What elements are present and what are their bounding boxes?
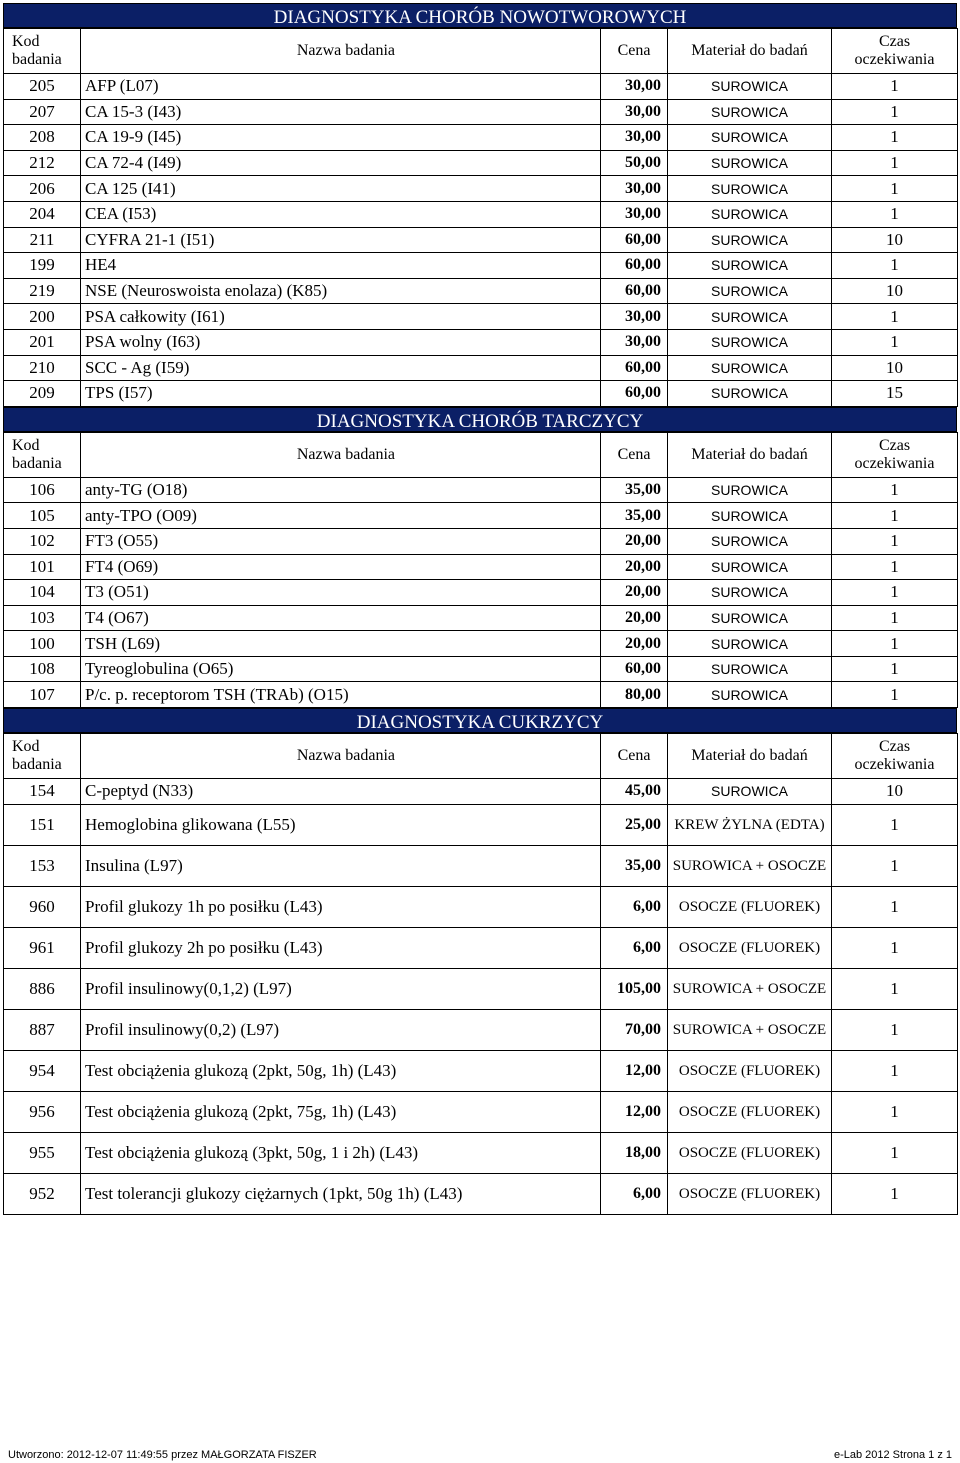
cell-cena: 6,00 (601, 886, 668, 927)
cell-kod: 201 (4, 329, 81, 355)
cell-czas: 1 (832, 125, 958, 151)
cell-material: SUROWICA (668, 176, 832, 202)
cell-kod: 887 (4, 1009, 81, 1050)
cell-material: SUROWICA (668, 580, 832, 606)
cell-czas: 1 (832, 968, 958, 1009)
header-material: Materiał do badań (668, 734, 832, 779)
cell-kod: 955 (4, 1132, 81, 1173)
table-row (4, 927, 958, 968)
cell-kod: 211 (4, 227, 81, 253)
cell-name: Insulina (L97) (81, 845, 601, 886)
table-row (4, 503, 958, 529)
cell-kod: 960 (4, 886, 81, 927)
table-row (4, 201, 958, 227)
table-body-diabetes-short (4, 779, 958, 805)
cell-czas: 1 (832, 605, 958, 631)
table-row (4, 176, 958, 202)
table-row (4, 1050, 958, 1091)
cell-kod: 102 (4, 528, 81, 554)
cell-kod: 956 (4, 1091, 81, 1132)
cell-cena: 20,00 (601, 528, 668, 554)
cell-name: CA 19-9 (I45) (81, 125, 601, 151)
cell-name: anty-TPO (O09) (81, 503, 601, 529)
cell-czas: 1 (832, 804, 958, 845)
cell-cena: 50,00 (601, 150, 668, 176)
cell-kod: 151 (4, 804, 81, 845)
cell-name: CYFRA 21-1 (I51) (81, 227, 601, 253)
cell-name: Test obciążenia glukozą (3pkt, 50g, 1 i 2h) (L43) (81, 1132, 601, 1173)
cell-czas: 1 (832, 150, 958, 176)
table-row (4, 580, 958, 606)
cell-kod: 207 (4, 99, 81, 125)
table-row (4, 779, 958, 805)
cell-czas: 1 (832, 253, 958, 279)
table-body-diabetes-tall (4, 804, 958, 1214)
page-footer (8, 1449, 952, 1461)
cell-czas: 1 (832, 580, 958, 606)
cell-name: CEA (I53) (81, 201, 601, 227)
cell-material: SUROWICA (668, 227, 832, 253)
cell-kod: 206 (4, 176, 81, 202)
cell-czas: 1 (832, 886, 958, 927)
cell-material: OSOCZE (FLUOREK) (668, 1091, 832, 1132)
cell-material: SUROWICA (668, 554, 832, 580)
cell-name: PSA całkowity (I61) (81, 304, 601, 330)
cell-kod: 104 (4, 580, 81, 606)
table-diabetes (3, 733, 958, 1215)
cell-czas: 1 (832, 1173, 958, 1214)
cell-material: SUROWICA (668, 253, 832, 279)
cell-cena: 12,00 (601, 1050, 668, 1091)
table-body-thyroid (4, 477, 958, 707)
cell-cena: 30,00 (601, 329, 668, 355)
cell-material: SUROWICA (668, 99, 832, 125)
header-material: Materiał do badań (668, 432, 832, 477)
cell-material: SUROWICA (668, 503, 832, 529)
cell-material: OSOCZE (FLUOREK) (668, 927, 832, 968)
header-cena: Cena (601, 432, 668, 477)
cell-kod: 952 (4, 1173, 81, 1214)
cell-material: SUROWICA + OSOCZE (668, 845, 832, 886)
cell-cena: 6,00 (601, 927, 668, 968)
cell-material: SUROWICA (668, 779, 832, 805)
cell-material: SUROWICA (668, 150, 832, 176)
cell-material: SUROWICA (668, 381, 832, 407)
table-row (4, 682, 958, 708)
cell-name: SCC - Ag (I59) (81, 355, 601, 381)
cell-cena: 30,00 (601, 176, 668, 202)
cell-name: T3 (O51) (81, 580, 601, 606)
cell-material: OSOCZE (FLUOREK) (668, 1132, 832, 1173)
cell-kod: 961 (4, 927, 81, 968)
header-czas: Czas oczekiwania (832, 734, 958, 779)
cell-material: SUROWICA + OSOCZE (668, 1009, 832, 1050)
cell-name: FT4 (O69) (81, 554, 601, 580)
table-row (4, 845, 958, 886)
table-row (4, 804, 958, 845)
cell-kod: 154 (4, 779, 81, 805)
cell-name: TSH (L69) (81, 631, 601, 657)
footer-page-info: e-Lab 2012 Strona 1 z 1 (833, 1449, 952, 1461)
cell-czas: 1 (832, 329, 958, 355)
cell-material: SUROWICA (668, 656, 832, 682)
cell-czas: 1 (832, 176, 958, 202)
cell-czas: 1 (832, 477, 958, 503)
cell-name: NSE (Neuroswoista enolaza) (K85) (81, 278, 601, 304)
cell-kod: 103 (4, 605, 81, 631)
cell-kod: 208 (4, 125, 81, 151)
cell-material: SUROWICA (668, 682, 832, 708)
cell-czas: 1 (832, 845, 958, 886)
cell-czas: 10 (832, 227, 958, 253)
table-cancer (3, 28, 958, 407)
table-row (4, 1173, 958, 1214)
cell-name: T4 (O67) (81, 605, 601, 631)
cell-kod: 107 (4, 682, 81, 708)
cell-cena: 12,00 (601, 1091, 668, 1132)
header-kod: Kod badania (4, 734, 81, 779)
cell-cena: 30,00 (601, 304, 668, 330)
cell-cena: 35,00 (601, 503, 668, 529)
cell-kod: 210 (4, 355, 81, 381)
cell-kod: 200 (4, 304, 81, 330)
cell-material: SUROWICA (668, 355, 832, 381)
table-row (4, 656, 958, 682)
table-header-row (4, 432, 958, 477)
table-row (4, 631, 958, 657)
cell-name: PSA wolny (I63) (81, 329, 601, 355)
header-kod: Kod badania (4, 29, 81, 74)
cell-name: TPS (I57) (81, 381, 601, 407)
cell-kod: 205 (4, 74, 81, 100)
table-thyroid (3, 432, 958, 708)
cell-cena: 60,00 (601, 656, 668, 682)
cell-name: Test obciążenia glukozą (2pkt, 50g, 1h) (L43) (81, 1050, 601, 1091)
cell-czas: 10 (832, 355, 958, 381)
cell-czas: 1 (832, 554, 958, 580)
cell-name: AFP (L07) (81, 74, 601, 100)
table-row (4, 227, 958, 253)
cell-czas: 10 (832, 278, 958, 304)
cell-cena: 30,00 (601, 99, 668, 125)
table-row (4, 381, 958, 407)
cell-czas: 1 (832, 503, 958, 529)
cell-name: Profil insulinowy(0,2) (L97) (81, 1009, 601, 1050)
cell-material: SUROWICA (668, 201, 832, 227)
cell-material: SUROWICA (668, 605, 832, 631)
table-header-row (4, 734, 958, 779)
cell-czas: 15 (832, 381, 958, 407)
cell-material: SUROWICA (668, 125, 832, 151)
price-list (3, 3, 957, 1215)
table-body-cancer (4, 74, 958, 407)
cell-czas: 1 (832, 74, 958, 100)
table-row (4, 329, 958, 355)
table-row (4, 150, 958, 176)
header-material: Materiał do badań (668, 29, 832, 74)
cell-kod: 153 (4, 845, 81, 886)
cell-material: SUROWICA (668, 304, 832, 330)
cell-material: SUROWICA (668, 74, 832, 100)
cell-material: SUROWICA (668, 477, 832, 503)
cell-name: Profil glukozy 2h po posiłku (L43) (81, 927, 601, 968)
cell-czas: 10 (832, 779, 958, 805)
table-row (4, 253, 958, 279)
cell-cena: 30,00 (601, 201, 668, 227)
table-row (4, 886, 958, 927)
table-header-row (4, 29, 958, 74)
cell-kod: 886 (4, 968, 81, 1009)
cell-czas: 1 (832, 528, 958, 554)
table-row (4, 304, 958, 330)
cell-czas: 1 (832, 1009, 958, 1050)
cell-name: Test obciążenia glukozą (2pkt, 75g, 1h) (L43) (81, 1091, 601, 1132)
cell-cena: 35,00 (601, 477, 668, 503)
table-row (4, 1091, 958, 1132)
header-name: Nazwa badania (81, 734, 601, 779)
table-row (4, 968, 958, 1009)
cell-cena: 30,00 (601, 74, 668, 100)
table-row (4, 605, 958, 631)
header-kod: Kod badania (4, 432, 81, 477)
cell-kod: 100 (4, 631, 81, 657)
cell-kod: 105 (4, 503, 81, 529)
table-row (4, 278, 958, 304)
cell-material: SUROWICA (668, 528, 832, 554)
cell-cena: 60,00 (601, 227, 668, 253)
cell-cena: 25,00 (601, 804, 668, 845)
header-name: Nazwa badania (81, 29, 601, 74)
section-title-thyroid: DIAGNOSTYKA CHORÓB TARCZYCY (3, 407, 957, 432)
cell-cena: 30,00 (601, 125, 668, 151)
header-czas: Czas oczekiwania (832, 29, 958, 74)
cell-czas: 1 (832, 927, 958, 968)
cell-name: Test tolerancji glukozy ciężarnych (1pkt, 50g 1h) (L43) (81, 1173, 601, 1214)
cell-cena: 70,00 (601, 1009, 668, 1050)
cell-material: OSOCZE (FLUOREK) (668, 886, 832, 927)
cell-kod: 212 (4, 150, 81, 176)
cell-cena: 60,00 (601, 355, 668, 381)
cell-cena: 20,00 (601, 580, 668, 606)
cell-kod: 954 (4, 1050, 81, 1091)
table-row (4, 125, 958, 151)
cell-kod: 209 (4, 381, 81, 407)
table-row (4, 74, 958, 100)
cell-name: FT3 (O55) (81, 528, 601, 554)
cell-kod: 199 (4, 253, 81, 279)
header-cena: Cena (601, 734, 668, 779)
header-cena: Cena (601, 29, 668, 74)
cell-material: SUROWICA + OSOCZE (668, 968, 832, 1009)
table-row (4, 1009, 958, 1050)
cell-kod: 108 (4, 656, 81, 682)
cell-czas: 1 (832, 201, 958, 227)
cell-material: SUROWICA (668, 278, 832, 304)
cell-czas: 1 (832, 682, 958, 708)
cell-material: OSOCZE (FLUOREK) (668, 1050, 832, 1091)
cell-name: C-peptyd (N33) (81, 779, 601, 805)
cell-cena: 20,00 (601, 631, 668, 657)
table-row (4, 355, 958, 381)
cell-name: CA 72-4 (I49) (81, 150, 601, 176)
table-row (4, 528, 958, 554)
cell-cena: 60,00 (601, 278, 668, 304)
section-title-diabetes: DIAGNOSTYKA CUKRZYCY (3, 708, 957, 733)
table-row (4, 99, 958, 125)
footer-created: Utworzono: 2012-12-07 11:49:55 przez MAŁGORZATA FISZER (8, 1449, 317, 1461)
cell-cena: 20,00 (601, 554, 668, 580)
cell-czas: 1 (832, 1050, 958, 1091)
cell-cena: 60,00 (601, 253, 668, 279)
cell-name: Profil glukozy 1h po posiłku (L43) (81, 886, 601, 927)
cell-name: Tyreoglobulina (O65) (81, 656, 601, 682)
cell-name: HE4 (81, 253, 601, 279)
cell-material: SUROWICA (668, 631, 832, 657)
cell-kod: 101 (4, 554, 81, 580)
cell-czas: 1 (832, 631, 958, 657)
cell-cena: 18,00 (601, 1132, 668, 1173)
cell-czas: 1 (832, 99, 958, 125)
cell-name: CA 15-3 (I43) (81, 99, 601, 125)
cell-name: Hemoglobina glikowana (L55) (81, 804, 601, 845)
cell-kod: 106 (4, 477, 81, 503)
cell-kod: 219 (4, 278, 81, 304)
cell-czas: 1 (832, 1132, 958, 1173)
cell-name: CA 125 (I41) (81, 176, 601, 202)
cell-cena: 35,00 (601, 845, 668, 886)
table-row (4, 477, 958, 503)
cell-cena: 20,00 (601, 605, 668, 631)
table-row (4, 554, 958, 580)
table-row (4, 1132, 958, 1173)
cell-cena: 80,00 (601, 682, 668, 708)
section-title-cancer: DIAGNOSTYKA CHORÓB NOWOTWOROWYCH (3, 3, 957, 28)
cell-name: P/c. p. receptorom TSH (TRAb) (O15) (81, 682, 601, 708)
cell-cena: 6,00 (601, 1173, 668, 1214)
header-name: Nazwa badania (81, 432, 601, 477)
cell-name: anty-TG (O18) (81, 477, 601, 503)
cell-material: OSOCZE (FLUOREK) (668, 1173, 832, 1214)
cell-material: KREW ŻYLNA (EDTA) (668, 804, 832, 845)
cell-czas: 1 (832, 1091, 958, 1132)
cell-czas: 1 (832, 304, 958, 330)
header-czas: Czas oczekiwania (832, 432, 958, 477)
cell-name: Profil insulinowy(0,1,2) (L97) (81, 968, 601, 1009)
cell-cena: 105,00 (601, 968, 668, 1009)
cell-kod: 204 (4, 201, 81, 227)
cell-cena: 60,00 (601, 381, 668, 407)
cell-material: SUROWICA (668, 329, 832, 355)
cell-czas: 1 (832, 656, 958, 682)
cell-cena: 45,00 (601, 779, 668, 805)
